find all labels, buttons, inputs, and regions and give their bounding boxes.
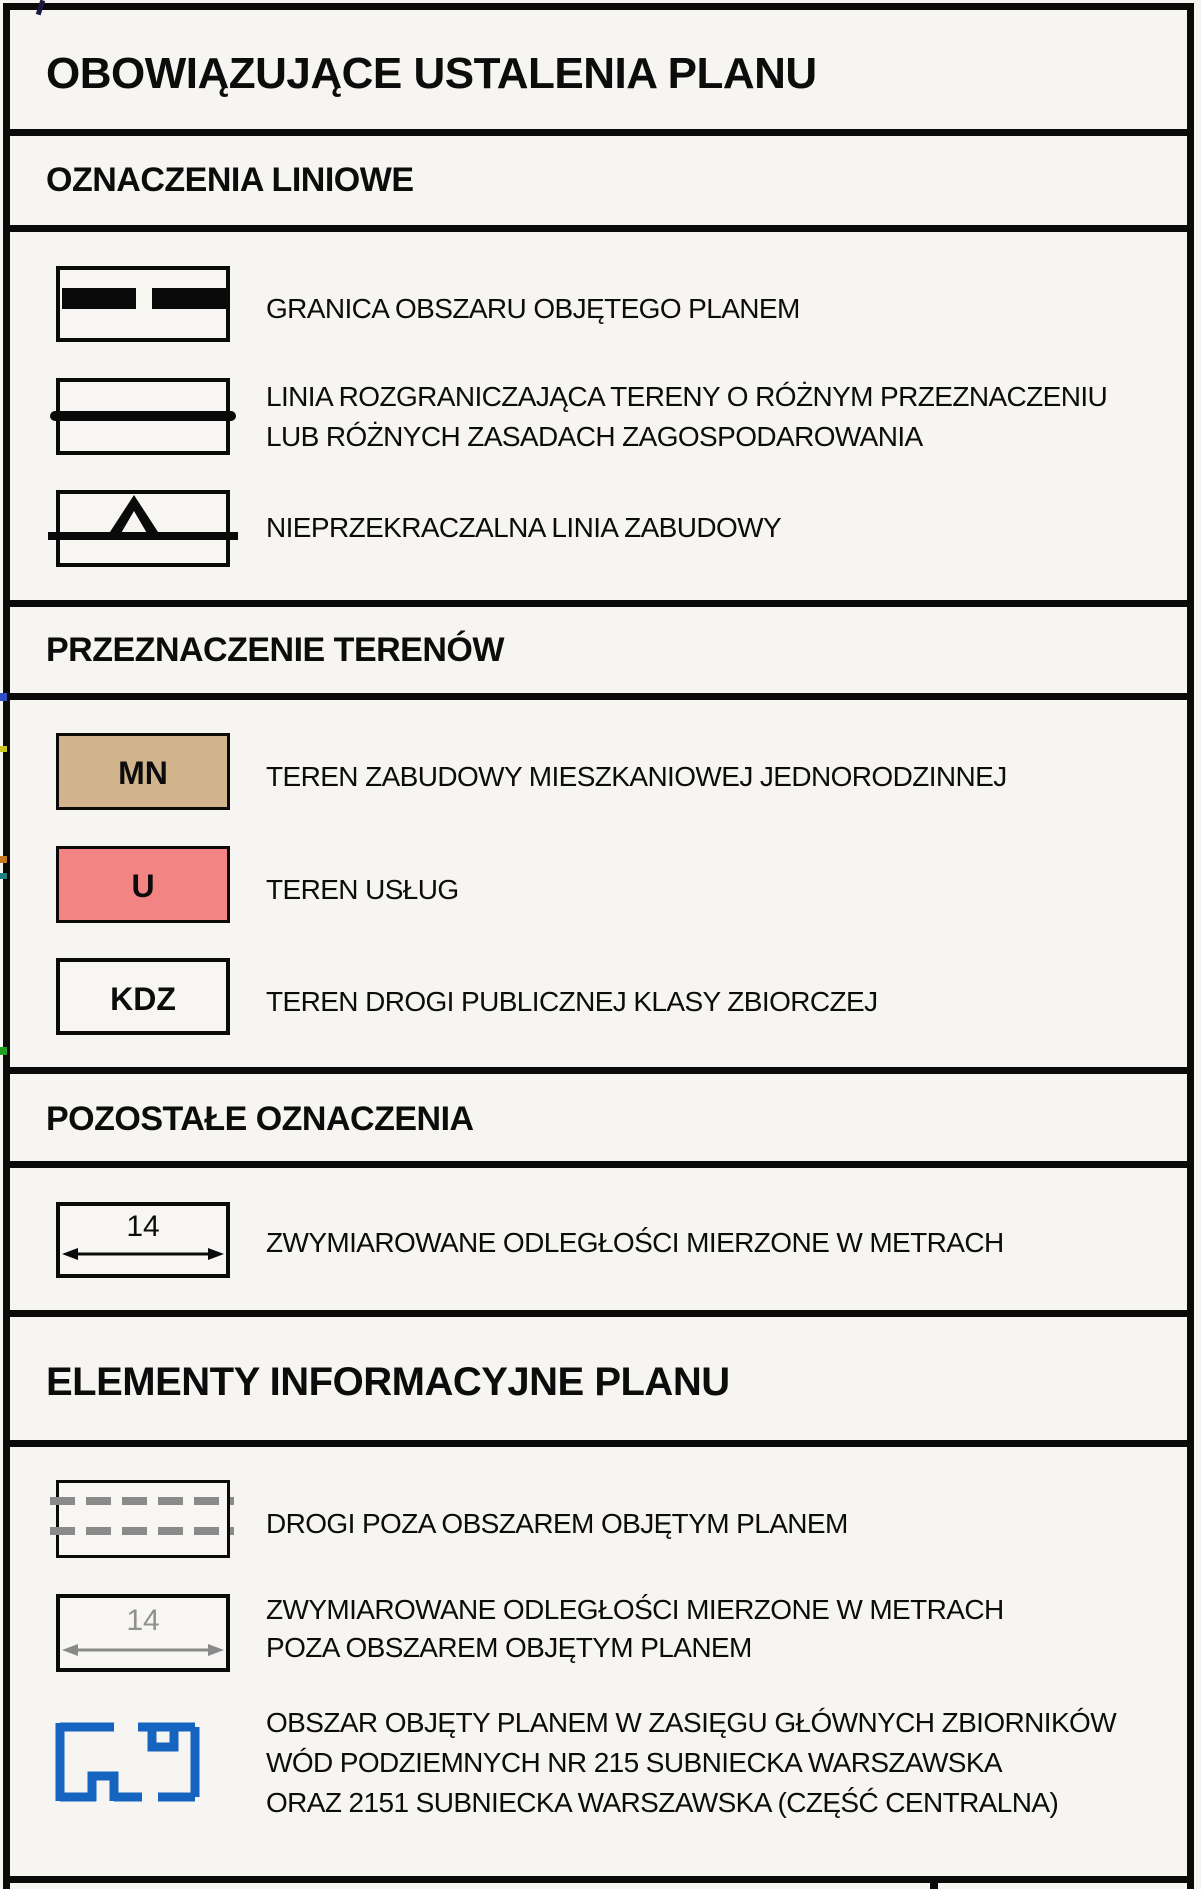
label-line: POZA OBSZAREM OBJĘTYM PLANEM <box>266 1632 752 1663</box>
section-header-oznaczenia-liniowe: OZNACZENIA LINIOWE <box>46 161 414 199</box>
section-header-elementy-informacyjne: ELEMENTY INFORMACYJNE PLANU <box>46 1360 730 1404</box>
label-line: OBSZAR OBJĘTY PLANEM W ZASIĘGU GŁÓWNYCH ZBIORNIKÓW <box>266 1707 1117 1738</box>
table-cell-divider <box>930 1883 938 1889</box>
zone-code-kdz: KDZ <box>110 981 176 1017</box>
zone-code-mn: MN <box>118 755 168 791</box>
dimension-arrow-icon <box>60 1244 226 1264</box>
divider <box>10 1161 1194 1168</box>
dimension-value: 14 <box>126 1210 160 1243</box>
label-line: ZWYMIAROWANE ODLEGŁOŚCI MIERZONE W METRACH <box>266 1594 1004 1625</box>
label-line: WÓD PODZIEMNYCH NR 215 SUBNIECKA WARSZAWSKA <box>266 1747 1003 1778</box>
section-header-pozostale-oznaczenia: POZOSTAŁE OZNACZENIA <box>46 1100 474 1138</box>
zone-code-u: U <box>131 868 155 904</box>
gray-dimension-arrow-icon <box>60 1640 226 1660</box>
roads-outside-symbol <box>56 1480 230 1558</box>
setback-triangle-icon <box>104 492 164 536</box>
legend-item-label: ZWYMIAROWANE ODLEGŁOŚCI MIERZONE W METRACH <box>266 1227 1004 1258</box>
legend-title: OBOWIĄZUJĄCE USTALENIA PLANU <box>46 49 817 98</box>
legend-item-label: TEREN ZABUDOWY MIESZKANIOWEJ JEDNORODZINNEJ <box>266 761 1007 792</box>
divider <box>10 693 1194 700</box>
divider <box>10 129 1194 136</box>
legend-item-label <box>266 377 1107 457</box>
section-header-przeznaczenie-terenow: PRZEZNACZENIE TERENÓW <box>46 631 504 669</box>
map-artifact <box>0 873 7 879</box>
legend-item-label: NIEPRZEKRACZALNA LINIA ZABUDOWY <box>266 512 782 543</box>
gray-dashed-road-line <box>50 1527 234 1535</box>
divider <box>10 1440 1194 1447</box>
plan-boundary-dash <box>152 288 226 309</box>
legend-item-label <box>266 1591 1004 1667</box>
divider <box>10 1067 1194 1074</box>
map-artifact <box>0 856 7 863</box>
map-artifact <box>0 693 7 701</box>
label-line: LUB RÓŻNYCH ZASADACH ZAGOSPODAROWANIA <box>266 421 923 452</box>
legend-item-label: TEREN USŁUG <box>266 874 459 905</box>
map-artifact <box>0 746 7 752</box>
dividing-line <box>50 411 236 421</box>
groundwater-area-boundary-icon <box>52 1714 204 1810</box>
legend-item-label <box>266 1703 1116 1823</box>
legend-item-label: DROGI POZA OBSZAREM OBJĘTYM PLANEM <box>266 1508 848 1539</box>
map-artifact <box>0 1047 7 1055</box>
legend-item-label: GRANICA OBSZARU OBJĘTEGO PLANEM <box>266 293 800 324</box>
divider <box>10 600 1194 607</box>
gray-dashed-road-line <box>50 1497 234 1505</box>
dimension-outside-value: 14 <box>126 1604 160 1637</box>
plan-boundary-dash <box>62 288 136 309</box>
divider <box>10 1876 1194 1883</box>
divider <box>10 1310 1194 1317</box>
divider <box>10 225 1194 232</box>
legend-item-label: TEREN DROGI PUBLICZNEJ KLASY ZBIORCZEJ <box>266 986 878 1017</box>
label-line: ORAZ 2151 SUBNIECKA WARSZAWSKA (CZĘŚĆ CENTRALNA) <box>266 1787 1059 1818</box>
label-line: LINIA ROZGRANICZAJĄCA TERENY O RÓŻNYM PRZEZNACZENIU <box>266 381 1108 412</box>
